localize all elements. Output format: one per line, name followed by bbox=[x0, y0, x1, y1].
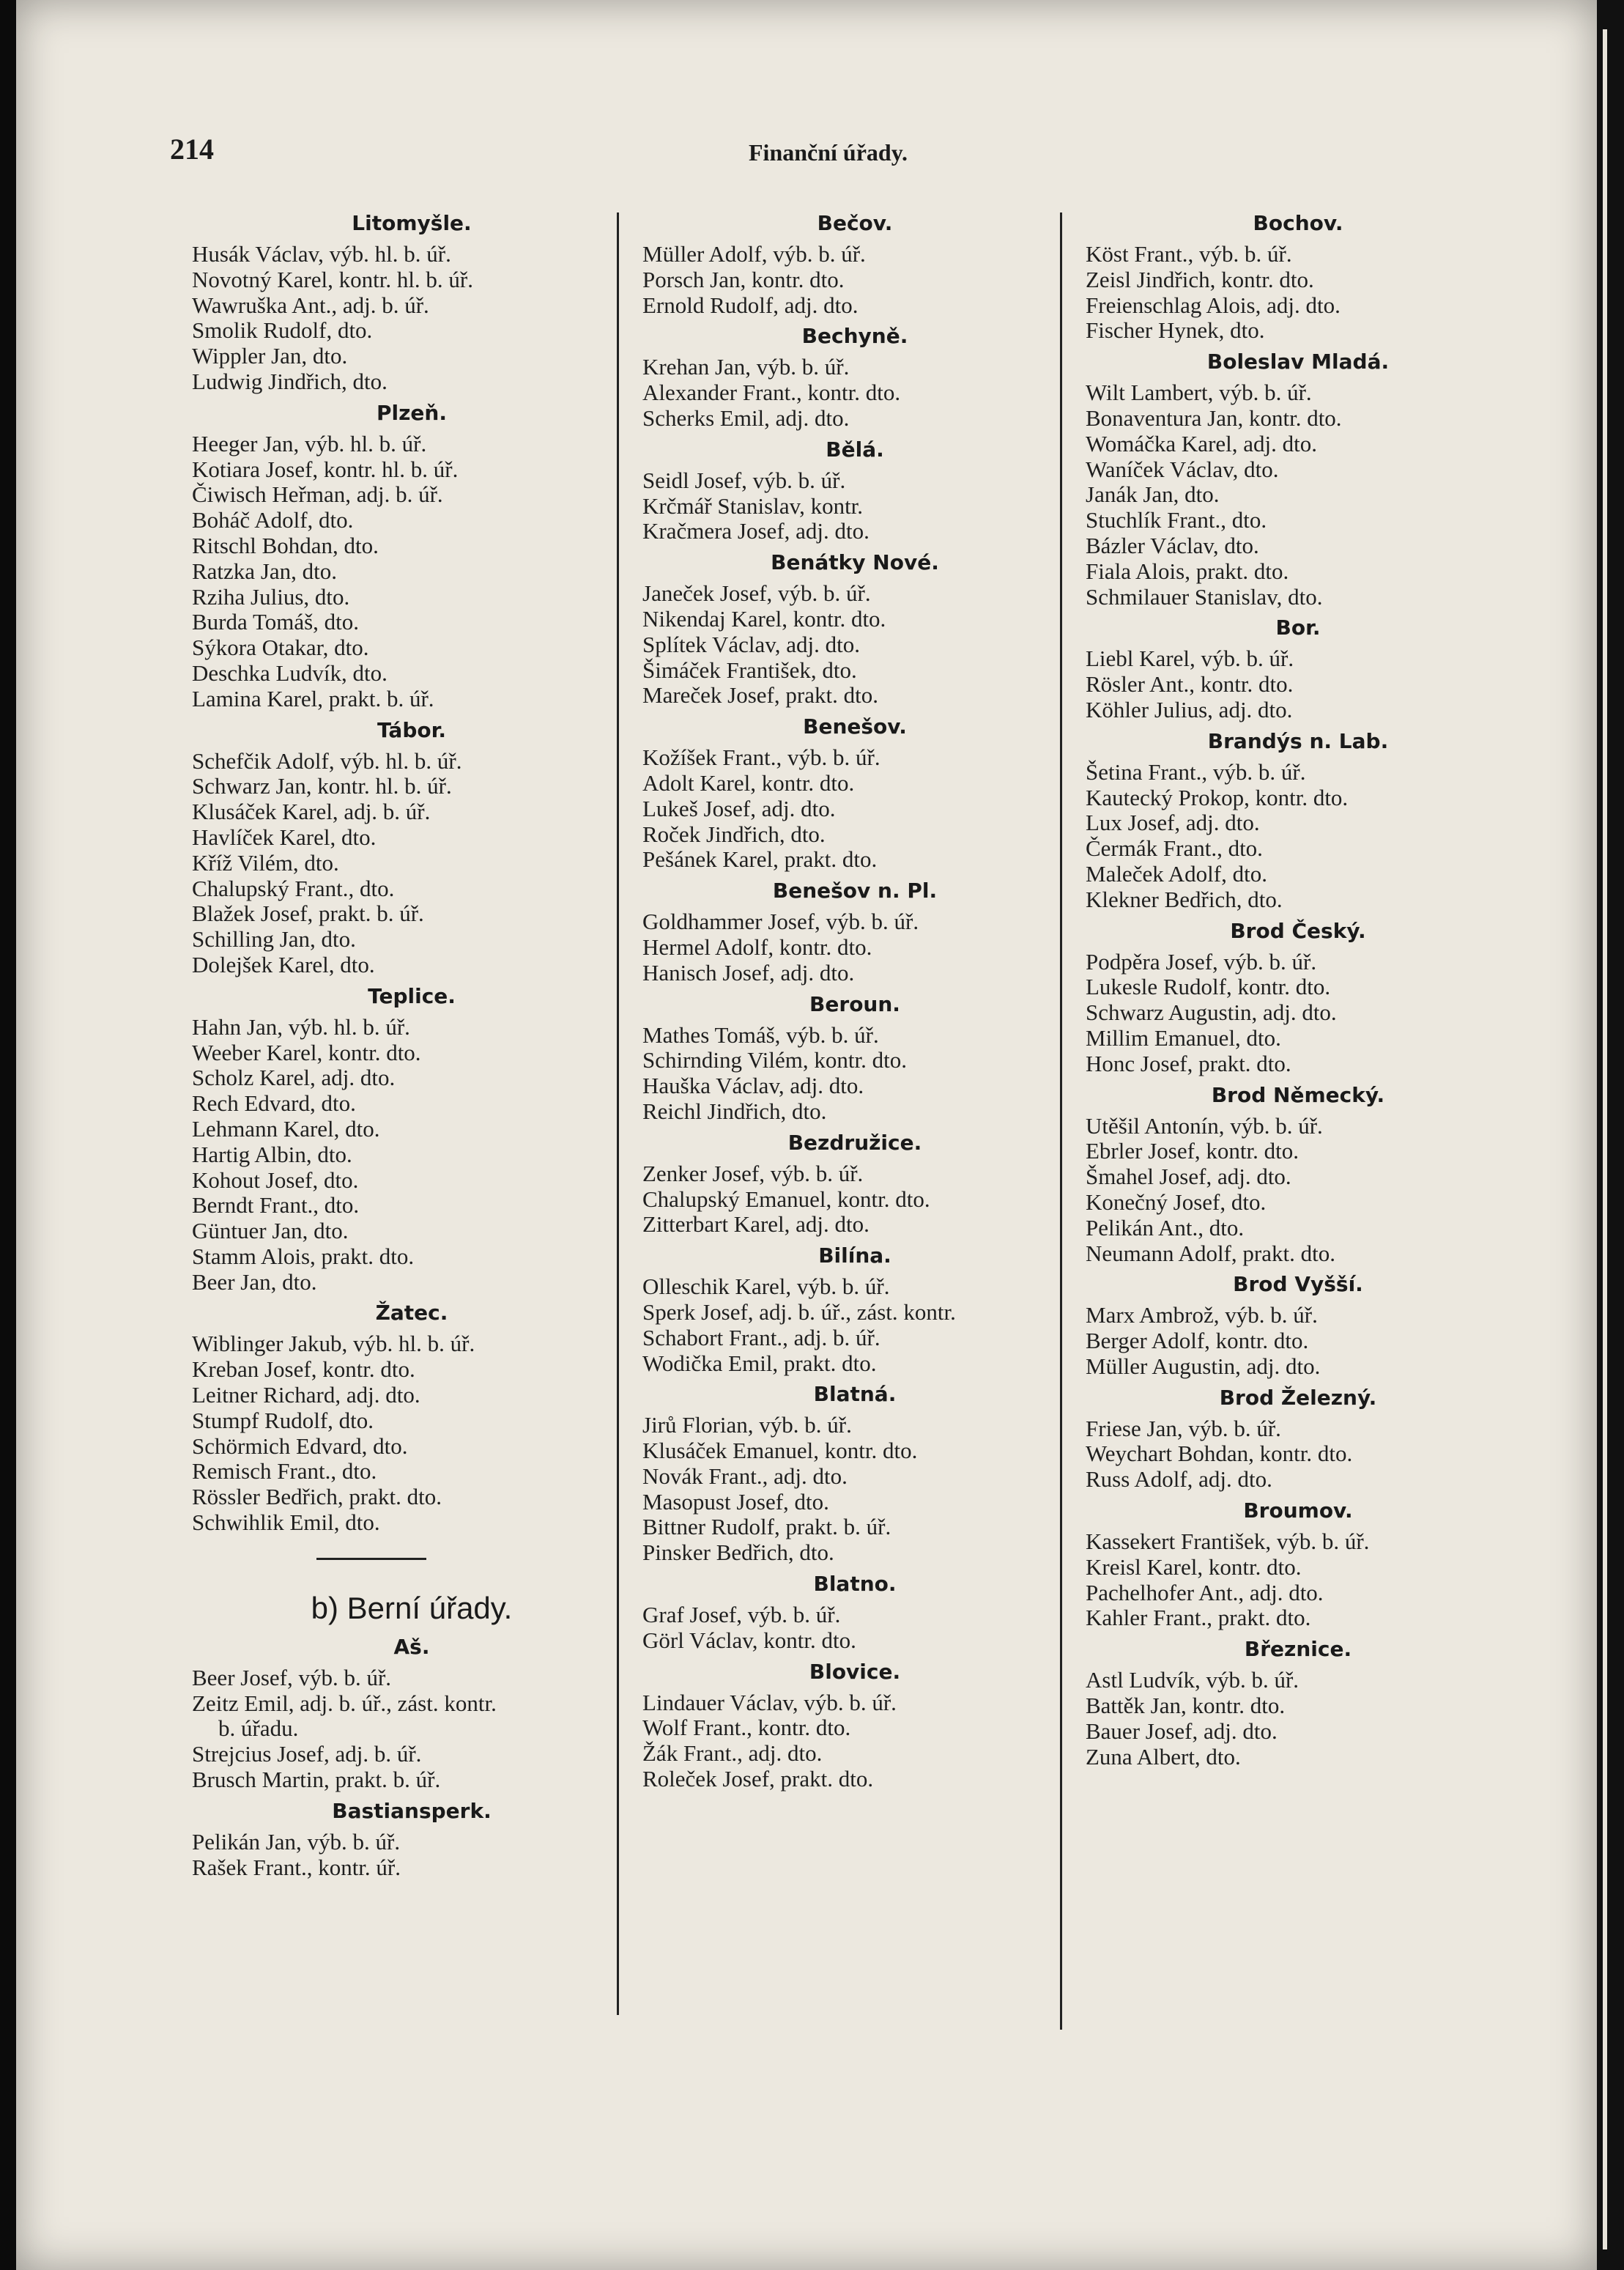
official-entry: Olleschik Karel, výb. b. úř. bbox=[642, 1273, 890, 1300]
office-heading: Bechyně. bbox=[801, 324, 908, 349]
official-entry: Smolik Rudolf, dto. bbox=[192, 317, 373, 344]
official-entry: Jirů Florian, výb. b. úř. bbox=[642, 1412, 852, 1438]
official-entry: Alexander Frant., kontr. dto. bbox=[642, 380, 901, 406]
official-entry: Krehan Jan, výb. b. úř. bbox=[642, 354, 850, 380]
office-heading: Teplice. bbox=[368, 983, 456, 1008]
office-heading: Benešov. bbox=[803, 714, 907, 739]
official-entry: Battěk Jan, kontr. dto. bbox=[1086, 1693, 1286, 1719]
official-entry: Russ Adolf, adj. dto. bbox=[1086, 1466, 1272, 1493]
official-entry: Beer Jan, dto. bbox=[192, 1268, 317, 1295]
official-entry: Konečný Josef, dto. bbox=[1086, 1188, 1267, 1215]
office-section-broumov bbox=[1086, 1498, 1510, 1631]
official-entry: Friese Jan, výb. b. úř. bbox=[1086, 1415, 1281, 1441]
official-entry: Šimáček František, dto. bbox=[642, 657, 857, 683]
official-entry: Novák Frant., adj. dto. bbox=[642, 1463, 848, 1489]
official-entry: Zitterbart Karel, adj. dto. bbox=[642, 1211, 870, 1238]
official-entry: Podpěra Josef, výb. b. úř. bbox=[1086, 948, 1317, 975]
official-entry: Lukesle Rudolf, kontr. dto. bbox=[1086, 974, 1331, 1000]
official-entry: Mathes Tomáš, výb. b. úř. bbox=[642, 1021, 879, 1048]
office-section-brod-zelezny bbox=[1086, 1386, 1510, 1493]
official-entry: Wilt Lambert, výb. b. úř. bbox=[1086, 380, 1312, 406]
official-entry: Reichl Jindřich, dto. bbox=[642, 1098, 827, 1124]
office-section-benatky-nove bbox=[642, 550, 1067, 709]
scan-edge bbox=[1597, 0, 1624, 2270]
official-entry: Rašek Frant., kontr. úř. bbox=[192, 1854, 401, 1880]
official-entry: Zeitz Emil, adj. b. úř., zást. kontr. bbox=[192, 1690, 497, 1716]
office-heading: Bochov. bbox=[1253, 211, 1343, 235]
official-entry: Fischer Hynek, dto. bbox=[1086, 317, 1265, 344]
office-heading: Benešov n. Pl. bbox=[772, 879, 938, 903]
official-entry: Ludwig Jindřich, dto. bbox=[192, 368, 388, 394]
official-entry: Wodička Emil, prakt. dto. bbox=[642, 1350, 877, 1376]
official-entry: Nikendaj Karel, kontr. dto. bbox=[642, 605, 886, 632]
official-entry: Brusch Martin, prakt. b. úř. bbox=[192, 1767, 441, 1793]
official-entry: Lehmann Karel, dto. bbox=[192, 1115, 380, 1142]
column-1 bbox=[192, 205, 631, 1880]
official-entry: Rziha Julius, dto. bbox=[192, 583, 350, 610]
office-heading: Blovice. bbox=[809, 1659, 901, 1684]
official-entry: Husák Václav, výb. hl. b. úř. bbox=[192, 241, 451, 267]
official-entry: Maleček Adolf, dto. bbox=[1086, 860, 1267, 887]
office-heading: Blatno. bbox=[813, 1572, 897, 1597]
official-entry: Ernold Rudolf, adj. dto. bbox=[642, 292, 859, 318]
official-entry: Kassekert František, výb. b. úř. bbox=[1086, 1528, 1370, 1555]
official-entry: Chalupský Emanuel, kontr. dto. bbox=[642, 1186, 930, 1212]
official-entry: Kohout Josef, dto. bbox=[192, 1167, 359, 1193]
official-entry: Lux Josef, adj. dto. bbox=[1086, 810, 1260, 836]
office-heading: Brod Český. bbox=[1230, 918, 1366, 943]
office-heading: Brod Železný. bbox=[1219, 1385, 1377, 1410]
page bbox=[16, 0, 1598, 2270]
official-entry: Šmahel Josef, adj. dto. bbox=[1086, 1164, 1291, 1190]
official-entry: Zeisl Jindřich, kontr. dto. bbox=[1086, 266, 1314, 292]
official-entry: Schwarz Augustin, adj. dto. bbox=[1086, 999, 1337, 1026]
office-heading: Bastiansperk. bbox=[332, 1798, 492, 1823]
page-header bbox=[16, 132, 1598, 176]
official-entry: Rech Edvard, dto. bbox=[192, 1090, 356, 1117]
official-entry: Hanisch Josef, adj. dto. bbox=[642, 959, 855, 986]
official-entry: Stuchlík Frant., dto. bbox=[1086, 507, 1267, 533]
official-entry: Stumpf Rudolf, dto. bbox=[192, 1407, 374, 1433]
official-entry: Ratzka Jan, dto. bbox=[192, 558, 338, 584]
official-entry: Kreban Josef, kontr. dto. bbox=[192, 1356, 415, 1383]
office-heading: Litomyšle. bbox=[352, 211, 472, 235]
office-section-bor bbox=[1086, 615, 1510, 722]
official-entry: Wippler Jan, dto. bbox=[192, 343, 348, 369]
official-entry: Scherks Emil, adj. dto. bbox=[642, 404, 850, 431]
official-entry: Görl Václav, kontr. dto. bbox=[642, 1627, 856, 1653]
office-section-zatec bbox=[192, 1301, 631, 1535]
official-entry: Klusáček Karel, adj. b. úř. bbox=[192, 799, 431, 825]
official-entry: Schörmich Edvard, dto. bbox=[192, 1432, 408, 1459]
office-section-bastiansperk bbox=[192, 1799, 631, 1881]
official-entry: Čiwisch Heřman, adj. b. úř. bbox=[192, 481, 443, 508]
official-entry: Kreisl Karel, kontr. dto. bbox=[1086, 1553, 1302, 1580]
office-section-brod-vyssi bbox=[1086, 1272, 1510, 1379]
office-section-as bbox=[192, 1635, 631, 1793]
official-entry: Marx Ambrož, výb. b. úř. bbox=[1086, 1302, 1318, 1328]
official-entry: Sýkora Otakar, dto. bbox=[192, 635, 369, 661]
running-title: Finanční úřady. bbox=[749, 139, 908, 166]
office-section-beroun bbox=[642, 992, 1067, 1125]
official-entry: Schefčik Adolf, výb. hl. b. úř. bbox=[192, 747, 462, 774]
office-section-bilina bbox=[642, 1243, 1067, 1376]
office-section-bezdruzice bbox=[642, 1131, 1067, 1238]
official-entry: b. úřadu. bbox=[218, 1715, 299, 1742]
official-entry: Müller Adolf, výb. b. úř. bbox=[642, 241, 866, 267]
office-section-blovice bbox=[642, 1660, 1067, 1792]
official-entry: Janeček Josef, výb. b. úř. bbox=[642, 580, 871, 607]
official-entry: Havlíček Karel, dto. bbox=[192, 824, 377, 850]
official-entry: Lamina Karel, prakt. b. úř. bbox=[192, 685, 434, 711]
official-entry: Kračmera Josef, adj. dto. bbox=[642, 518, 870, 544]
official-entry: Schabort Frant., adj. b. úř. bbox=[642, 1324, 880, 1350]
official-entry: Novotný Karel, kontr. hl. b. úř. bbox=[192, 266, 474, 292]
official-entry: Lindauer Václav, výb. b. úř. bbox=[642, 1689, 897, 1715]
official-entry: Schmilauer Stanislav, dto. bbox=[1086, 583, 1323, 610]
official-entry: Wiblinger Jakub, výb. hl. b. úř. bbox=[192, 1331, 475, 1357]
official-entry: Bauer Josef, adj. dto. bbox=[1086, 1718, 1278, 1744]
official-entry: Kotiara Josef, kontr. hl. b. úř. bbox=[192, 456, 459, 482]
official-entry: Goldhammer Josef, výb. b. úř. bbox=[642, 909, 919, 935]
official-entry: Hartig Albin, dto. bbox=[192, 1141, 352, 1167]
official-entry: Müller Augustin, adj. dto. bbox=[1086, 1353, 1321, 1379]
official-entry: Pinsker Bedřich, dto. bbox=[642, 1539, 834, 1566]
office-section-bechyne bbox=[642, 324, 1067, 431]
office-heading: Boleslav Mladá. bbox=[1206, 350, 1390, 374]
official-entry: Heeger Jan, výb. hl. b. úř. bbox=[192, 430, 427, 456]
office-heading: Brod Vyšší. bbox=[1233, 1272, 1363, 1297]
office-section-blatna bbox=[642, 1382, 1067, 1566]
official-entry: Masopust Josef, dto. bbox=[642, 1488, 829, 1515]
office-section-breznice bbox=[1086, 1637, 1510, 1770]
office-heading: Bilína. bbox=[818, 1243, 891, 1268]
official-entry: Utěšil Antonín, výb. b. úř. bbox=[1086, 1112, 1323, 1139]
office-section-brod-cesky bbox=[1086, 919, 1510, 1077]
official-entry: Stamm Alois, prakt. dto. bbox=[192, 1243, 415, 1269]
section-divider bbox=[316, 1558, 426, 1560]
official-entry: Hauška Václav, adj. dto. bbox=[642, 1073, 864, 1099]
official-entry: Neumann Adolf, prakt. dto. bbox=[1086, 1240, 1335, 1266]
office-heading: Brandýs n. Lab. bbox=[1207, 728, 1389, 753]
official-entry: Roleček Josef, prakt. dto. bbox=[642, 1766, 874, 1792]
official-entry: Remisch Frant., dto. bbox=[192, 1458, 377, 1485]
official-entry: Roček Jindřich, dto. bbox=[642, 821, 826, 847]
office-section-plzen bbox=[192, 401, 631, 712]
office-heading: Bečov. bbox=[817, 211, 893, 235]
official-entry: Freienschlag Alois, adj. dto. bbox=[1086, 292, 1341, 318]
official-entry: Ebrler Josef, kontr. dto. bbox=[1086, 1138, 1299, 1164]
office-heading: Brod Německý. bbox=[1211, 1082, 1385, 1107]
official-entry: Zenker Josef, výb. b. úř. bbox=[642, 1160, 864, 1186]
official-entry: Čermák Frant., dto. bbox=[1086, 835, 1263, 862]
office-section-brandys-n-lab bbox=[1086, 729, 1510, 913]
office-heading: Bezdružice. bbox=[787, 1130, 922, 1155]
official-entry: Seidl Josef, výb. b. úř. bbox=[642, 467, 846, 493]
office-section-blatno bbox=[642, 1572, 1067, 1654]
official-entry: Strejcius Josef, adj. b. úř. bbox=[192, 1741, 422, 1767]
official-entry: Beer Josef, výb. b. úř. bbox=[192, 1664, 392, 1690]
official-entry: Graf Josef, výb. b. úř. bbox=[642, 1602, 841, 1628]
office-heading: Benátky Nové. bbox=[771, 550, 939, 575]
official-entry: Mareček Josef, prakt. dto. bbox=[642, 682, 878, 709]
column-2 bbox=[642, 205, 1067, 1792]
official-entry: Sperk Josef, adj. b. úř., zást. kontr. bbox=[642, 1298, 956, 1325]
office-section-teplice bbox=[192, 984, 631, 1295]
official-entry: Pešánek Karel, prakt. dto. bbox=[642, 846, 878, 873]
office-heading: Beroun. bbox=[809, 991, 900, 1016]
official-entry: Ritschl Bohdan, dto. bbox=[192, 532, 379, 558]
official-entry: Zuna Albert, dto. bbox=[1086, 1743, 1241, 1770]
official-entry: Wolf Frant., kontr. dto. bbox=[642, 1715, 851, 1741]
official-entry: Šetina Frant., výb. b. úř. bbox=[1086, 758, 1306, 785]
official-entry: Schirnding Vilém, kontr. dto. bbox=[642, 1047, 907, 1073]
official-entry: Womáčka Karel, adj. dto. bbox=[1086, 430, 1317, 456]
office-section-litomysle bbox=[192, 211, 631, 395]
official-entry: Bázler Václav, dto. bbox=[1086, 532, 1259, 558]
official-entry: Porsch Jan, kontr. dto. bbox=[642, 266, 845, 292]
office-section-benesov-n-pl bbox=[642, 879, 1067, 986]
official-entry: Leitner Richard, adj. dto. bbox=[192, 1382, 420, 1408]
official-entry: Schwihlik Emil, dto. bbox=[192, 1509, 380, 1536]
official-entry: Berger Adolf, kontr. dto. bbox=[1086, 1328, 1309, 1354]
official-entry: Scholz Karel, adj. dto. bbox=[192, 1065, 396, 1091]
office-heading: Bělá. bbox=[826, 437, 884, 462]
official-entry: Kautecký Prokop, kontr. dto. bbox=[1086, 784, 1349, 810]
office-heading: Broumov. bbox=[1243, 1498, 1353, 1523]
official-entry: Köst Frant., výb. b. úř. bbox=[1086, 241, 1292, 267]
office-heading: Tábor. bbox=[377, 717, 447, 742]
official-entry: Hahn Jan, výb. hl. b. úř. bbox=[192, 1013, 410, 1040]
office-section-brod-nemecky bbox=[1086, 1083, 1510, 1267]
official-entry: Astl Ludvík, výb. b. úř. bbox=[1086, 1667, 1299, 1693]
official-entry: Liebl Karel, výb. b. úř. bbox=[1086, 646, 1294, 672]
official-entry: Honc Josef, prakt. dto. bbox=[1086, 1050, 1291, 1076]
official-entry: Schwarz Jan, kontr. hl. b. úř. bbox=[192, 773, 452, 799]
berni-urady-title: b) Berní úřady. bbox=[311, 1590, 513, 1625]
official-entry: Güntuer Jan, dto. bbox=[192, 1218, 349, 1244]
official-entry: Klusáček Emanuel, kontr. dto. bbox=[642, 1438, 918, 1464]
official-entry: Waníček Václav, dto. bbox=[1086, 456, 1279, 482]
official-entry: Pachelhofer Ant., adj. dto. bbox=[1086, 1579, 1324, 1605]
office-section-benesov bbox=[642, 714, 1067, 873]
official-entry: Blažek Josef, prakt. b. úř. bbox=[192, 901, 424, 927]
official-entry: Berndt Frant., dto. bbox=[192, 1192, 360, 1219]
official-entry: Pelikán Jan, výb. b. úř. bbox=[192, 1828, 401, 1855]
office-section-bela bbox=[642, 437, 1067, 544]
page-number: 214 bbox=[170, 133, 214, 166]
official-entry: Schilling Jan, dto. bbox=[192, 926, 356, 953]
official-entry: Adolt Karel, kontr. dto. bbox=[642, 769, 855, 796]
official-entry: Rössler Bedřich, prakt. dto. bbox=[192, 1484, 442, 1510]
official-entry: Kahler Frant., prakt. dto. bbox=[1086, 1605, 1311, 1631]
official-entry: Hermel Adolf, kontr. dto. bbox=[642, 933, 872, 960]
official-entry: Chalupský Frant., dto. bbox=[192, 875, 395, 901]
official-entry: Millim Emanuel, dto. bbox=[1086, 1024, 1281, 1051]
office-heading: Bor. bbox=[1275, 615, 1321, 640]
office-heading: Plzeň. bbox=[377, 400, 447, 425]
official-entry: Splítek Václav, adj. dto. bbox=[642, 631, 861, 657]
official-entry: Deschka Ludvík, dto. bbox=[192, 659, 388, 686]
official-entry: Lukeš Josef, adj. dto. bbox=[642, 795, 836, 821]
official-entry: Bonaventura Jan, kontr. dto. bbox=[1086, 404, 1342, 431]
office-section-bochov bbox=[1086, 211, 1510, 344]
official-entry: Dolejšek Karel, dto. bbox=[192, 951, 375, 977]
office-heading: Březnice. bbox=[1244, 1637, 1352, 1662]
office-heading: Aš. bbox=[393, 1634, 430, 1659]
official-entry: Klekner Bedřich, dto. bbox=[1086, 886, 1283, 912]
official-entry: Fiala Alois, prakt. dto. bbox=[1086, 558, 1289, 584]
office-heading: Blatná. bbox=[813, 1382, 897, 1407]
official-entry: Wawruška Ant., adj. b. úř. bbox=[192, 292, 429, 318]
official-entry: Köhler Julius, adj. dto. bbox=[1086, 696, 1293, 722]
official-entry: Pelikán Ant., dto. bbox=[1086, 1214, 1245, 1241]
office-section-becov bbox=[642, 211, 1067, 318]
official-entry: Kříž Vilém, dto. bbox=[192, 849, 339, 876]
official-entry: Burda Tomáš, dto. bbox=[192, 609, 360, 635]
official-entry: Boháč Adolf, dto. bbox=[192, 507, 354, 533]
official-entry: Krčmář Stanislav, kontr. bbox=[642, 492, 864, 519]
official-entry: Weychart Bohdan, kontr. dto. bbox=[1086, 1441, 1353, 1467]
official-entry: Žák Frant., adj. dto. bbox=[642, 1740, 823, 1767]
office-section-boleslav-mlada bbox=[1086, 350, 1510, 610]
office-section-tabor bbox=[192, 718, 631, 978]
official-entry: Kožíšek Frant., výb. b. úř. bbox=[642, 744, 880, 771]
official-entry: Rösler Ant., kontr. dto. bbox=[1086, 671, 1294, 698]
official-entry: Janák Jan, dto. bbox=[1086, 481, 1220, 508]
office-heading: Žatec. bbox=[375, 1301, 448, 1326]
column-3 bbox=[1086, 205, 1510, 1770]
official-entry: Bittner Rudolf, prakt. b. úř. bbox=[642, 1514, 891, 1540]
official-entry: Weeber Karel, kontr. dto. bbox=[192, 1039, 421, 1065]
